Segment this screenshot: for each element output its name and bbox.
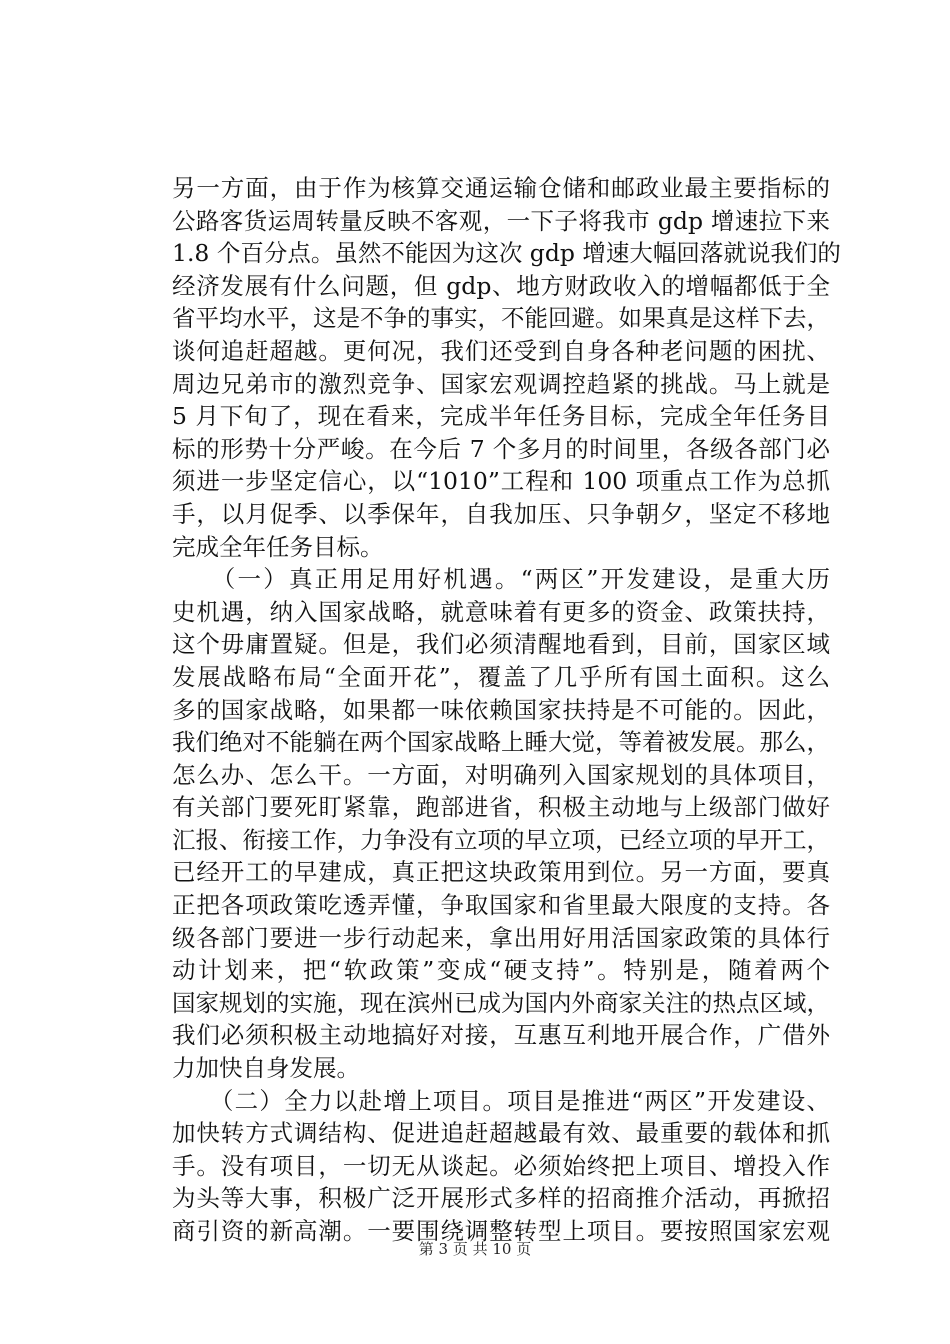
text-line: 我们绝对不能躺在两个国家战略上睡大觉，等着被发展。那么， xyxy=(172,728,830,757)
text-line: 国家规划的实施，现在滨州已成为国内外商家关注的热点区域， xyxy=(172,988,830,1017)
text-line: 为头等大事，积极广泛开展形式多样的招商推介活动，再掀招 xyxy=(172,1184,830,1213)
text-line: 须进一步坚定信心，以“1010”工程和 100 项重点工作为总抓 xyxy=(172,467,830,496)
text-line: 另一方面，由于作为核算交通运输仓储和邮政业最主要指标的 xyxy=(172,174,830,202)
document-body xyxy=(172,172,841,1248)
text-line: 谈何追赶超越。更何况，我们还受到自身各种老问题的困扰、 xyxy=(172,336,830,365)
text-line: 多的国家战略，如果都一味依赖国家扶持是不可能的。因此， xyxy=(172,695,830,724)
text-line: 这个毋庸置疑。但是，我们必须清醒地看到，目前，国家区域 xyxy=(172,630,830,659)
text-line: 已经开工的早建成，真正把这块政策用到位。另一方面，要真 xyxy=(172,858,830,887)
text-line: 级各部门要进一步行动起来，拿出用好用活国家政策的具体行 xyxy=(172,923,830,952)
text-line: 手，以月促季、以季保年，自我加压、只争朝夕，坚定不移地 xyxy=(172,499,830,528)
text-line: 1.8 个百分点。虽然不能因为这次 gdp 增速大幅回落就说我们的 xyxy=(172,239,841,268)
text-line: 汇报、衔接工作，力争没有立项的早立项，已经立项的早开工， xyxy=(172,825,830,854)
text-line: 动计划来，把“软政策”变成“硬支持”。特别是，随着两个 xyxy=(172,956,830,985)
text-line: 正把各项政策吃透弄懂，争取国家和省里最大限度的支持。各 xyxy=(172,891,830,920)
text-line: 经济发展有什么问题，但 gdp、地方财政收入的增幅都低于全 xyxy=(172,271,830,300)
paragraph-1 xyxy=(172,172,841,563)
text-line: 史机遇，纳入国家战略，就意味着有更多的资金、政策扶持， xyxy=(172,597,830,626)
text-line: 完成全年任务目标。 xyxy=(172,532,384,561)
text-line: 公路客货运周转量反映不客观，一下子将我市 gdp 增速拉下来 xyxy=(172,206,830,235)
text-line: （一）真正用足用好机遇。“两区”开发建设，是重大历 xyxy=(172,565,830,594)
text-line: 标的形势十分严峻。在今后 7 个多月的时间里，各级各部门必 xyxy=(172,434,830,463)
text-line: 我们必须积极主动地搞好对接，互惠互利地开展合作，广借外 xyxy=(172,1021,830,1050)
text-line: （二）全力以赴增上项目。项目是推进“两区”开发建设、 xyxy=(172,1086,830,1115)
text-line: 发展战略布局“全面开花”，覆盖了几乎所有国土面积。这么 xyxy=(172,662,830,691)
text-line: 商引资的新高潮。一要围绕调整转型上项目。要按照国家宏观 xyxy=(172,1217,830,1245)
text-line: 加快转方式调结构、促进追赶超越最有效、最重要的载体和抓 xyxy=(172,1119,830,1148)
text-line: 省平均水平，这是不争的事实，不能回避。如果真是这样下去， xyxy=(172,304,830,333)
paragraph-3 xyxy=(172,1085,830,1248)
text-line: 有关部门要死盯紧靠，跑部进省，积极主动地与上级部门做好 xyxy=(172,793,830,822)
page-number-footer: 第 3 页 共 10 页 xyxy=(418,1240,532,1258)
text-line: 怎么办、怎么干。一方面，对明确列入国家规划的具体项目， xyxy=(172,760,830,789)
text-line: 5 月下旬了，现在看来，完成半年任务目标，完成全年任务目 xyxy=(172,402,830,431)
text-line: 力加快自身发展。 xyxy=(172,1054,360,1083)
text-line: 周边兄弟市的激烈竞争、国家宏观调控趋紧的挑战。马上就是 xyxy=(172,369,830,398)
paragraph-2 xyxy=(172,563,830,1085)
text-line: 手。没有项目，一切无从谈起。必须始终把上项目、增投入作 xyxy=(172,1151,830,1180)
